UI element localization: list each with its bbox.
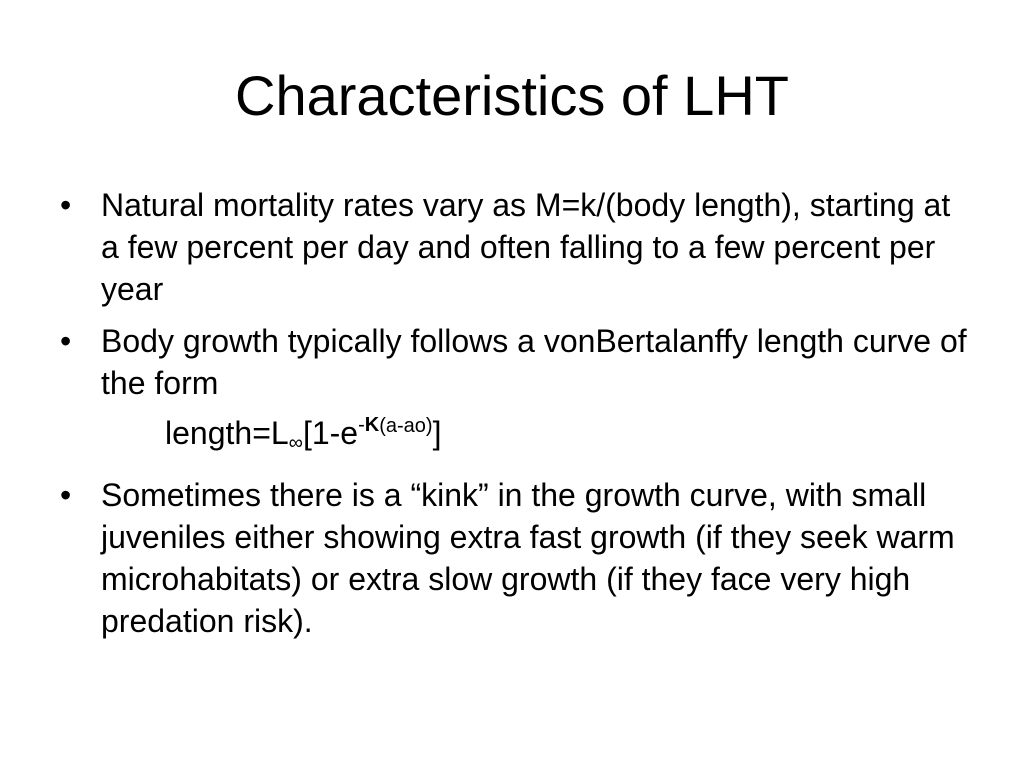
bullet-text: Body growth typically follows a vonBertalanffy length curve of the form [101,323,967,401]
bullet-mortality [56,184,976,310]
bullet-point-icon: • [60,323,72,359]
bullet-text: Natural mortality rates vary as M=k/(body length), starting at a few percent per day and often falling to a few percent per year [101,187,951,307]
formula-bracket-close: ] [432,415,442,451]
bullet-list [56,184,976,652]
bullet-point-icon: • [60,187,72,223]
exponent-k: K [364,414,380,436]
bullet-growth [56,320,976,464]
von-bertalanffy-formula [101,404,976,464]
formula-lhs: length=L [165,415,289,451]
bullet-kink [56,474,976,642]
formula-exponent-k [358,414,379,436]
slide-title: Characteristics of LHT [235,64,789,127]
formula-exponent-age: (a-ao) [379,415,433,437]
bullet-text: Sometimes there is a “kink” in the growth curve, with small juveniles either showing extra fast growth (if they seek warm microhabitats) or extra slow growth (if they face very high predation risk). [101,477,955,639]
formula-bracket-open: [1-e [302,415,359,451]
bullet-point-icon: • [60,477,72,513]
infinity-subscript: ∞ [288,432,303,454]
exponent-dash: - [358,414,365,436]
